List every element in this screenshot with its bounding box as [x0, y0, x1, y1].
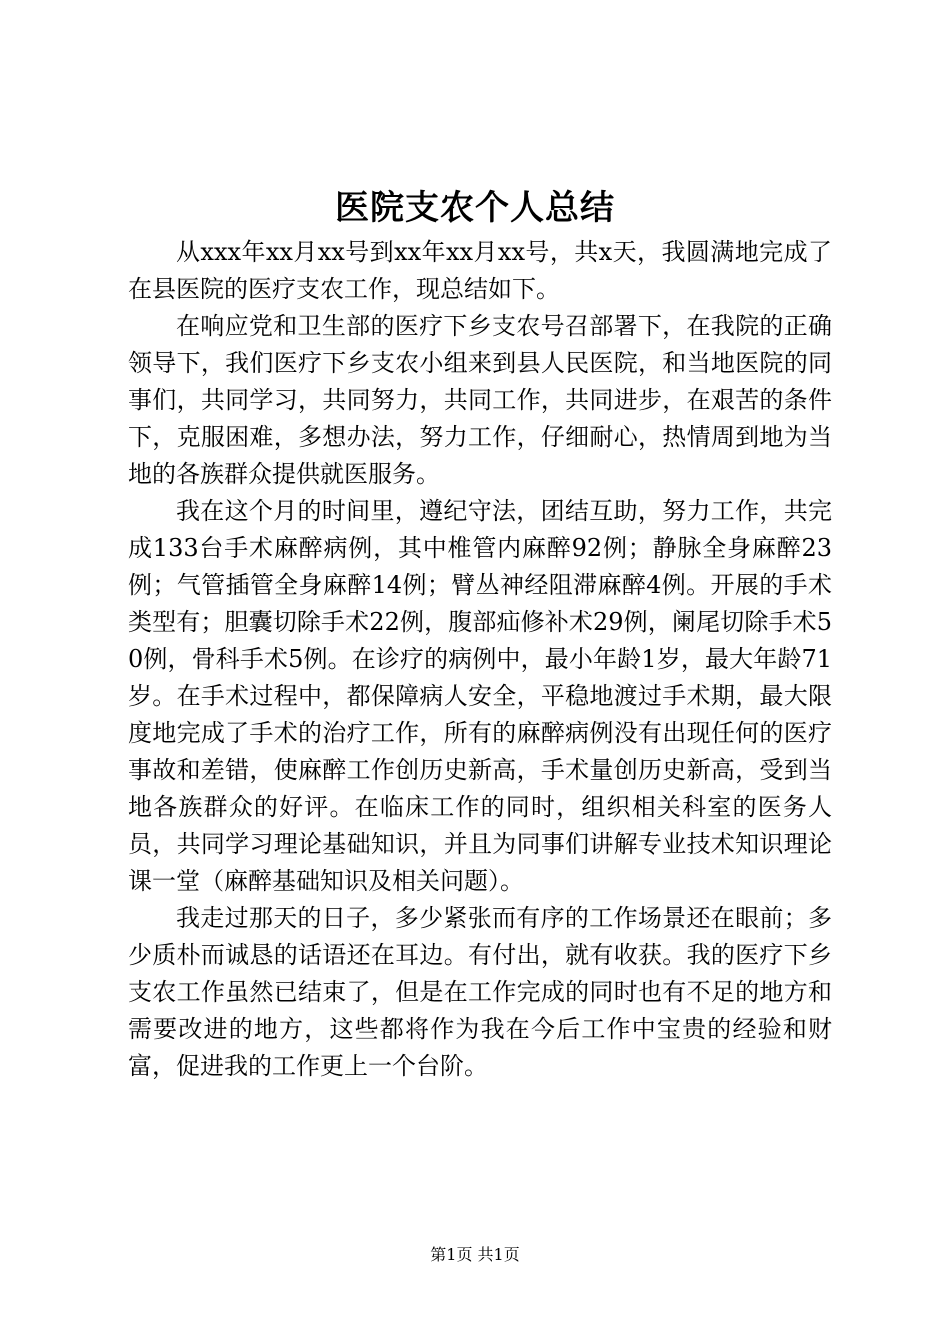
body-paragraph-1: 从xxx年xx月xx号到xx年xx月xx号，共x天，我圆满地完成了在县医院的医疗支农工作，现总结如下。	[128, 238, 832, 303]
document-title: 医院支农个人总结	[335, 188, 615, 228]
page-number-footer: 第1页 共1页	[430, 1245, 520, 1264]
body-paragraph-2: 在响应党和卫生部的医疗下乡支农号召部署下，在我院的正确领导下，我们医疗下乡支农小组来到县人民医院，和当地医院的同事们，共同学习，共同努力，共同工作，共同进步，在艰苦的条件下，克服困难，多想办法，努力工作，仔细耐心，热情周到地为当地的各族群众提供就医服务。	[128, 312, 832, 488]
body-paragraph-4: 我走过那天的日子，多少紧张而有序的工作场景还在眼前；多少质朴而诚恳的话语还在耳边。有付出，就有收获。我的医疗下乡支农工作虽然已结束了，但是在工作完成的同时也有不足的地方和需要改进的地方，这些都将作为我在今后工作中宝贵的经验和财富，促进我的工作更上一个台阶。	[128, 904, 832, 1080]
document-body	[128, 234, 832, 1085]
body-paragraph-3: 我在这个月的时间里，遵纪守法，团结互助，努力工作，共完成133台手术麻醉病例，其中椎管内麻醉92例；静脉全身麻醉23例；气管插管全身麻醉14例；臂丛神经阻滞麻醉4例。开展的手术类型有；胆囊切除手术22例，腹部疝修补术29例，阑尾切除手术50例，骨科手术5例。在诊疗的病例中，最小年龄1岁，最大年龄71岁。在手术过程中，都保障病人安全，平稳地渡过手术期，最大限度地完成了手术的治疗工作，所有的麻醉病例没有出现任何的医疗事故和差错，使麻醉工作创历史新高，手术量创历史新高，受到当地各族群众的好评。在临床工作的同时，组织相关科室的医务人员，共同学习理论基础知识，并且为同事们讲解专业技术知识理论课一堂（麻醉基础知识及相关问题）。	[128, 497, 832, 895]
